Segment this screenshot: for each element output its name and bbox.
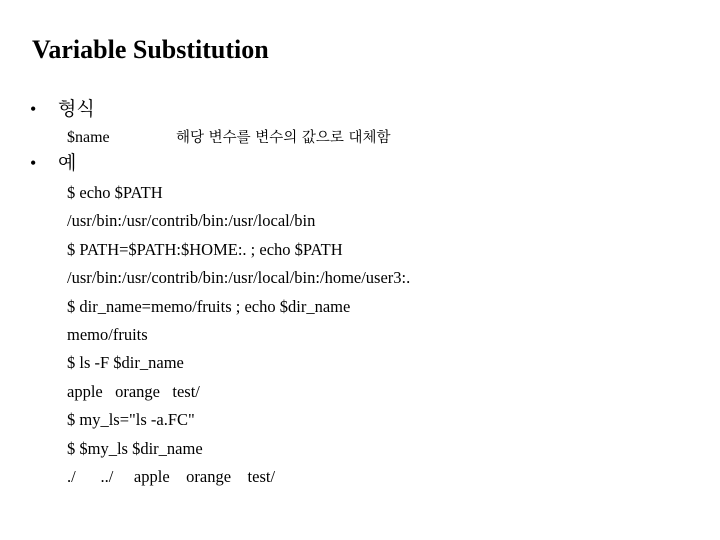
slide-title: Variable Substitution: [32, 35, 269, 64]
bullet-marker: •: [30, 153, 37, 173]
example-line: memo/fruits: [67, 324, 148, 344]
example-line: $ my_ls="ls -a.FC": [67, 410, 195, 430]
format-term: $name: [67, 129, 110, 146]
example-line: $ PATH=$PATH:$HOME:. ; echo $PATH: [67, 239, 343, 259]
example-line: /usr/bin:/usr/contrib/bin:/usr/local/bin: [67, 211, 316, 231]
example-line: $ echo $PATH: [67, 183, 163, 202]
bullet-marker: •: [30, 99, 37, 119]
format-definition: [67, 128, 667, 150]
example-line: $ dir_name=memo/fruits ; echo $dir_name: [67, 296, 351, 316]
example-lines: [67, 180, 410, 492]
example-line: $ ls -F $dir_name: [67, 353, 184, 373]
example-line: ./ ../ apple orange test/: [67, 466, 276, 486]
example-line: $ $my_ls $dir_name: [67, 438, 203, 458]
bullet-label-example: 예: [58, 152, 77, 174]
example-line: /usr/bin:/usr/contrib/bin:/usr/local/bin:/home/user3:.: [67, 268, 411, 288]
example-line: apple orange test/: [67, 381, 200, 401]
format-description: 해당 변수를 변수의 값으로 대체함: [176, 130, 391, 146]
bullet-label-format: 형식: [58, 98, 95, 120]
